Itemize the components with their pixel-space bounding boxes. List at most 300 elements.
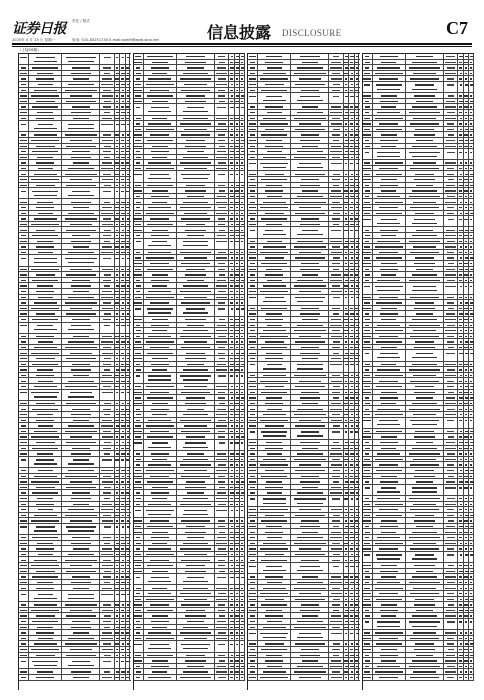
cell-text-mark bbox=[230, 677, 234, 678]
cell-text-mark bbox=[216, 599, 227, 600]
cell-text-mark bbox=[241, 213, 243, 214]
cell-text-mark bbox=[260, 633, 288, 634]
table-cell bbox=[29, 278, 62, 283]
table-cell bbox=[144, 535, 177, 540]
cell-text-mark bbox=[465, 67, 467, 68]
cell-text-mark bbox=[136, 588, 141, 589]
table-cell bbox=[19, 524, 29, 534]
cell-text-mark bbox=[344, 118, 348, 119]
table-cell bbox=[248, 323, 258, 328]
cell-text-mark bbox=[241, 84, 243, 85]
table-cell bbox=[248, 132, 258, 137]
cell-text-mark bbox=[344, 576, 348, 577]
table-cell bbox=[406, 60, 444, 65]
cell-text-mark bbox=[103, 151, 110, 152]
table-cell bbox=[329, 474, 343, 479]
table-cell bbox=[258, 350, 291, 355]
cell-text-mark bbox=[68, 598, 94, 599]
cell-text-mark bbox=[265, 386, 284, 387]
cell-text-mark bbox=[350, 621, 354, 622]
cell-text-mark bbox=[70, 481, 92, 482]
cell-text-mark bbox=[235, 157, 239, 158]
cell-text-mark bbox=[216, 470, 227, 471]
cell-text-mark bbox=[184, 470, 206, 471]
cell-text-mark bbox=[267, 325, 282, 326]
cell-text-mark bbox=[148, 648, 171, 649]
table-cell bbox=[134, 345, 144, 350]
cell-text-mark bbox=[126, 448, 129, 449]
table-cell bbox=[29, 451, 62, 456]
table-cell bbox=[444, 82, 458, 92]
contact-info: 电话: 010-83251730 E-mail:zqrb9@zqrb.sina.net bbox=[72, 38, 159, 42]
table-cell bbox=[291, 171, 329, 176]
cell-text-mark bbox=[333, 425, 340, 426]
table-cell bbox=[215, 227, 229, 232]
cell-text-mark bbox=[34, 174, 57, 175]
cell-text-mark bbox=[250, 106, 255, 107]
cell-text-mark bbox=[295, 554, 325, 555]
cell-text-mark bbox=[127, 671, 129, 672]
table-cell bbox=[291, 479, 329, 484]
table-cell bbox=[134, 211, 144, 216]
table-cell bbox=[29, 116, 62, 121]
cell-text-mark bbox=[127, 571, 129, 572]
table-cell bbox=[329, 619, 343, 624]
table-cell bbox=[258, 155, 291, 160]
cell-text-mark bbox=[333, 140, 339, 141]
cell-text-mark bbox=[136, 464, 140, 465]
table-cell bbox=[177, 546, 215, 551]
table-cell bbox=[329, 513, 343, 518]
cell-text-mark bbox=[345, 185, 348, 186]
table-cell bbox=[100, 104, 114, 109]
cell-text-mark bbox=[351, 330, 353, 331]
cell-text-mark bbox=[345, 291, 347, 292]
table-cell bbox=[248, 295, 258, 305]
table-cell bbox=[126, 406, 130, 411]
cell-text-mark bbox=[218, 431, 225, 432]
cell-text-mark bbox=[104, 73, 110, 74]
table-cell bbox=[134, 574, 144, 584]
cell-text-mark bbox=[300, 224, 320, 225]
cell-text-mark bbox=[121, 341, 125, 342]
table-cell bbox=[100, 636, 114, 641]
table-cell bbox=[126, 619, 130, 624]
cell-text-mark bbox=[331, 274, 340, 275]
table-cell bbox=[144, 502, 177, 507]
table-cell bbox=[329, 121, 343, 126]
table-cell bbox=[100, 227, 114, 232]
cell-text-mark bbox=[344, 588, 348, 589]
table-cell bbox=[19, 401, 29, 406]
table-cell bbox=[373, 132, 406, 137]
cell-text-mark bbox=[70, 353, 92, 354]
cell-text-mark bbox=[302, 532, 319, 533]
cell-text-mark bbox=[136, 207, 140, 208]
cell-text-mark bbox=[73, 336, 90, 337]
cell-text-mark bbox=[217, 151, 226, 152]
table-cell bbox=[144, 88, 177, 93]
table-cell bbox=[355, 82, 359, 87]
cell-text-mark bbox=[184, 510, 206, 511]
table-cell bbox=[248, 116, 258, 121]
table-cell bbox=[444, 144, 458, 149]
table-cell bbox=[258, 395, 291, 400]
table-cell bbox=[215, 295, 229, 300]
table-cell bbox=[240, 160, 244, 165]
table-cell bbox=[240, 524, 244, 529]
cell-text-mark bbox=[302, 448, 319, 449]
cell-text-mark bbox=[356, 118, 358, 119]
cell-text-mark bbox=[127, 442, 129, 443]
cell-text-mark bbox=[350, 397, 354, 398]
table-cell bbox=[62, 541, 100, 546]
cell-text-mark bbox=[180, 123, 211, 124]
table-cell bbox=[258, 149, 291, 154]
table-cell bbox=[126, 401, 130, 406]
table-cell bbox=[62, 608, 100, 613]
table-cell bbox=[406, 54, 444, 59]
cell-text-mark bbox=[126, 632, 129, 633]
cell-text-mark bbox=[218, 134, 225, 135]
table-cell bbox=[144, 295, 177, 300]
table-cell bbox=[291, 591, 329, 596]
cell-text-mark bbox=[230, 627, 233, 628]
cell-text-mark bbox=[241, 554, 243, 555]
cell-text-mark bbox=[135, 129, 141, 130]
table-cell bbox=[355, 356, 359, 361]
table-cell bbox=[329, 574, 343, 579]
table-cell bbox=[144, 211, 177, 216]
cell-text-mark bbox=[104, 313, 111, 314]
cell-text-mark bbox=[365, 101, 370, 102]
cell-text-mark bbox=[376, 129, 402, 130]
table-cell bbox=[355, 144, 359, 149]
cell-text-mark bbox=[333, 599, 340, 600]
table-cell bbox=[126, 479, 130, 484]
table-row bbox=[248, 295, 360, 306]
cell-text-mark bbox=[150, 90, 169, 91]
cell-text-mark bbox=[185, 146, 205, 147]
cell-text-mark bbox=[70, 95, 92, 96]
cell-text-mark bbox=[38, 425, 53, 426]
table-cell bbox=[29, 222, 62, 227]
cell-text-mark bbox=[333, 481, 339, 482]
cell-text-mark bbox=[230, 615, 233, 616]
table-cell bbox=[19, 149, 29, 154]
table-cell bbox=[177, 669, 215, 674]
cell-text-mark bbox=[152, 274, 168, 275]
cell-text-mark bbox=[241, 403, 243, 404]
cell-text-mark bbox=[181, 134, 211, 135]
cell-text-mark bbox=[20, 73, 27, 74]
table-cell bbox=[126, 518, 130, 523]
table-cell bbox=[248, 255, 258, 260]
table-cell bbox=[240, 625, 244, 630]
cell-text-mark bbox=[181, 644, 211, 645]
table-cell bbox=[248, 619, 258, 624]
cell-text-mark bbox=[231, 397, 233, 398]
cell-text-mark bbox=[37, 671, 53, 672]
cell-text-mark bbox=[36, 504, 54, 505]
cell-text-mark bbox=[236, 554, 239, 555]
table-cell bbox=[126, 574, 130, 579]
table-cell bbox=[29, 440, 62, 445]
cell-text-mark bbox=[230, 442, 233, 443]
cell-text-mark bbox=[183, 157, 209, 158]
cell-text-mark bbox=[236, 207, 238, 208]
table-cell bbox=[248, 54, 258, 59]
table-cell bbox=[29, 93, 62, 98]
table-cell bbox=[355, 597, 359, 602]
cell-text-mark bbox=[20, 157, 27, 158]
table-cell bbox=[62, 446, 100, 451]
cell-text-mark bbox=[235, 543, 239, 544]
cell-text-mark bbox=[412, 89, 438, 90]
cell-text-mark bbox=[297, 503, 323, 504]
table-cell bbox=[291, 619, 329, 624]
cell-text-mark bbox=[218, 565, 225, 566]
cell-text-mark bbox=[32, 151, 58, 152]
cell-text-mark bbox=[470, 112, 472, 113]
cell-text-mark bbox=[377, 152, 400, 153]
cell-text-mark bbox=[121, 448, 124, 449]
table-cell bbox=[355, 462, 359, 467]
cell-text-mark bbox=[409, 67, 440, 68]
table-cell bbox=[215, 205, 229, 210]
table-cell bbox=[62, 518, 100, 523]
cell-text-mark bbox=[150, 604, 169, 605]
cell-text-mark bbox=[122, 174, 124, 175]
cell-text-mark bbox=[32, 106, 58, 107]
cell-text-mark bbox=[356, 297, 358, 298]
table-cell bbox=[240, 350, 244, 355]
table-cell bbox=[144, 653, 177, 658]
table-cell bbox=[62, 250, 100, 255]
table-cell bbox=[62, 557, 100, 562]
table-cell bbox=[215, 524, 229, 529]
cell-text-mark bbox=[34, 665, 57, 666]
table-cell bbox=[19, 474, 29, 479]
cell-text-mark bbox=[20, 241, 27, 242]
table-cell bbox=[355, 311, 359, 316]
cell-text-mark bbox=[363, 168, 371, 169]
cell-text-mark bbox=[332, 202, 340, 203]
table-cell bbox=[29, 535, 62, 540]
cell-text-mark bbox=[34, 476, 57, 477]
table-cell bbox=[134, 183, 144, 188]
cell-text-mark bbox=[446, 140, 455, 141]
cell-text-mark bbox=[127, 95, 129, 96]
table-cell bbox=[19, 373, 29, 378]
cell-text-mark bbox=[345, 224, 348, 225]
table-cell bbox=[19, 479, 29, 484]
cell-text-mark bbox=[126, 661, 129, 662]
cell-text-mark bbox=[241, 392, 243, 393]
table-cell bbox=[29, 446, 62, 451]
cell-text-mark bbox=[20, 140, 26, 141]
cell-text-mark bbox=[134, 358, 141, 359]
table-cell bbox=[248, 267, 258, 272]
cell-text-mark bbox=[148, 464, 171, 465]
cell-text-mark bbox=[218, 548, 226, 549]
table-cell bbox=[29, 205, 62, 210]
table-cell bbox=[291, 546, 329, 551]
cell-text-mark bbox=[115, 632, 119, 633]
table-cell bbox=[258, 306, 291, 311]
cell-text-mark bbox=[20, 179, 26, 180]
cell-text-mark bbox=[230, 196, 234, 197]
cell-text-mark bbox=[136, 453, 141, 454]
cell-text-mark bbox=[72, 621, 90, 622]
cell-text-mark bbox=[116, 168, 119, 169]
table-cell bbox=[329, 664, 343, 669]
cell-text-mark bbox=[356, 269, 358, 270]
cell-text-mark bbox=[185, 274, 205, 275]
cell-text-mark bbox=[236, 492, 239, 493]
table-cell bbox=[144, 250, 177, 255]
cell-text-mark bbox=[249, 56, 256, 57]
cell-text-mark bbox=[375, 73, 403, 74]
cell-text-mark bbox=[151, 151, 169, 152]
cell-text-mark bbox=[134, 644, 142, 645]
table-cell bbox=[144, 641, 177, 651]
table-cell bbox=[355, 524, 359, 529]
cell-text-mark bbox=[183, 245, 209, 246]
table-cell bbox=[355, 121, 359, 126]
table-cell bbox=[62, 585, 100, 590]
cell-text-mark bbox=[235, 414, 239, 415]
cell-text-mark bbox=[122, 386, 124, 387]
cell-text-mark bbox=[103, 67, 110, 68]
cell-text-mark bbox=[121, 548, 124, 549]
cell-text-mark bbox=[148, 504, 171, 505]
cell-text-mark bbox=[236, 392, 238, 393]
table-cell bbox=[126, 541, 130, 546]
table-cell bbox=[62, 653, 100, 658]
table-cell bbox=[329, 144, 343, 149]
cell-text-mark bbox=[102, 224, 113, 225]
cell-text-mark bbox=[150, 302, 169, 303]
cell-text-mark bbox=[299, 593, 321, 594]
table-cell bbox=[291, 205, 329, 210]
table-cell bbox=[258, 328, 291, 333]
cell-text-mark bbox=[266, 56, 282, 57]
table-cell bbox=[355, 138, 359, 143]
cell-text-mark bbox=[331, 576, 340, 577]
cell-text-mark bbox=[101, 594, 112, 595]
table-cell bbox=[469, 138, 473, 143]
cell-text-mark bbox=[265, 257, 284, 258]
table-cell bbox=[144, 613, 177, 618]
table-cell bbox=[19, 350, 29, 355]
cell-text-mark bbox=[297, 537, 323, 538]
cell-text-mark bbox=[241, 95, 244, 96]
cell-text-mark bbox=[187, 151, 204, 152]
table-cell bbox=[144, 479, 177, 484]
table-cell bbox=[62, 418, 100, 423]
table-cell bbox=[62, 311, 100, 316]
table-cell bbox=[62, 630, 100, 635]
table-cell bbox=[126, 429, 130, 434]
table-cell bbox=[248, 278, 258, 283]
cell-text-mark bbox=[101, 252, 112, 253]
cell-text-mark bbox=[380, 56, 398, 57]
cell-text-mark bbox=[136, 123, 140, 124]
table-cell bbox=[126, 334, 130, 339]
cell-text-mark bbox=[34, 329, 57, 330]
table-cell bbox=[329, 71, 343, 76]
cell-text-mark bbox=[180, 632, 211, 633]
cell-text-mark bbox=[332, 375, 340, 376]
table-cell bbox=[291, 485, 329, 490]
cell-text-mark bbox=[330, 582, 341, 583]
cell-text-mark bbox=[72, 492, 90, 493]
table-cell bbox=[215, 518, 229, 523]
table-cell bbox=[329, 675, 343, 680]
cell-text-mark bbox=[263, 627, 286, 628]
table-cell bbox=[248, 591, 258, 596]
cell-text-mark bbox=[345, 56, 348, 57]
cell-text-mark bbox=[249, 548, 255, 549]
table-cell bbox=[29, 345, 62, 350]
cell-text-mark bbox=[356, 425, 358, 426]
table-cell bbox=[134, 367, 144, 372]
table-cell bbox=[177, 250, 215, 255]
cell-text-mark bbox=[236, 436, 239, 437]
cell-text-mark bbox=[185, 358, 205, 359]
cell-text-mark bbox=[250, 448, 255, 449]
cell-text-mark bbox=[103, 576, 110, 577]
table-cell bbox=[100, 356, 114, 361]
cell-text-mark bbox=[350, 274, 353, 275]
table-cell bbox=[134, 412, 144, 417]
cell-text-mark bbox=[241, 464, 243, 465]
cell-text-mark bbox=[187, 325, 204, 326]
cell-text-mark bbox=[127, 140, 129, 141]
cell-text-mark bbox=[72, 106, 90, 107]
table-cell bbox=[19, 468, 29, 473]
cell-text-mark bbox=[36, 358, 55, 359]
cell-text-mark bbox=[116, 526, 119, 527]
cell-text-mark bbox=[134, 319, 141, 320]
table-cell bbox=[100, 406, 114, 411]
cell-text-mark bbox=[333, 129, 340, 130]
table-cell bbox=[248, 171, 258, 176]
cell-text-mark bbox=[127, 560, 129, 561]
table-cell bbox=[126, 132, 130, 137]
cell-text-mark bbox=[38, 341, 53, 342]
cell-text-mark bbox=[230, 392, 233, 393]
cell-text-mark bbox=[241, 285, 243, 286]
table-cell bbox=[62, 362, 100, 367]
cell-text-mark bbox=[116, 448, 118, 449]
table-cell bbox=[444, 171, 458, 176]
cell-text-mark bbox=[302, 319, 319, 320]
table-cell bbox=[240, 585, 244, 590]
cell-text-mark bbox=[265, 643, 284, 644]
cell-text-mark bbox=[332, 263, 339, 264]
cell-text-mark bbox=[344, 448, 348, 449]
cell-text-mark bbox=[152, 285, 167, 286]
table-cell bbox=[177, 65, 215, 70]
table-cell bbox=[62, 216, 100, 221]
cell-text-mark bbox=[121, 157, 125, 158]
cell-text-mark bbox=[464, 134, 468, 135]
cell-text-mark bbox=[465, 84, 468, 85]
cell-text-mark bbox=[21, 213, 26, 214]
cell-text-mark bbox=[36, 185, 55, 186]
